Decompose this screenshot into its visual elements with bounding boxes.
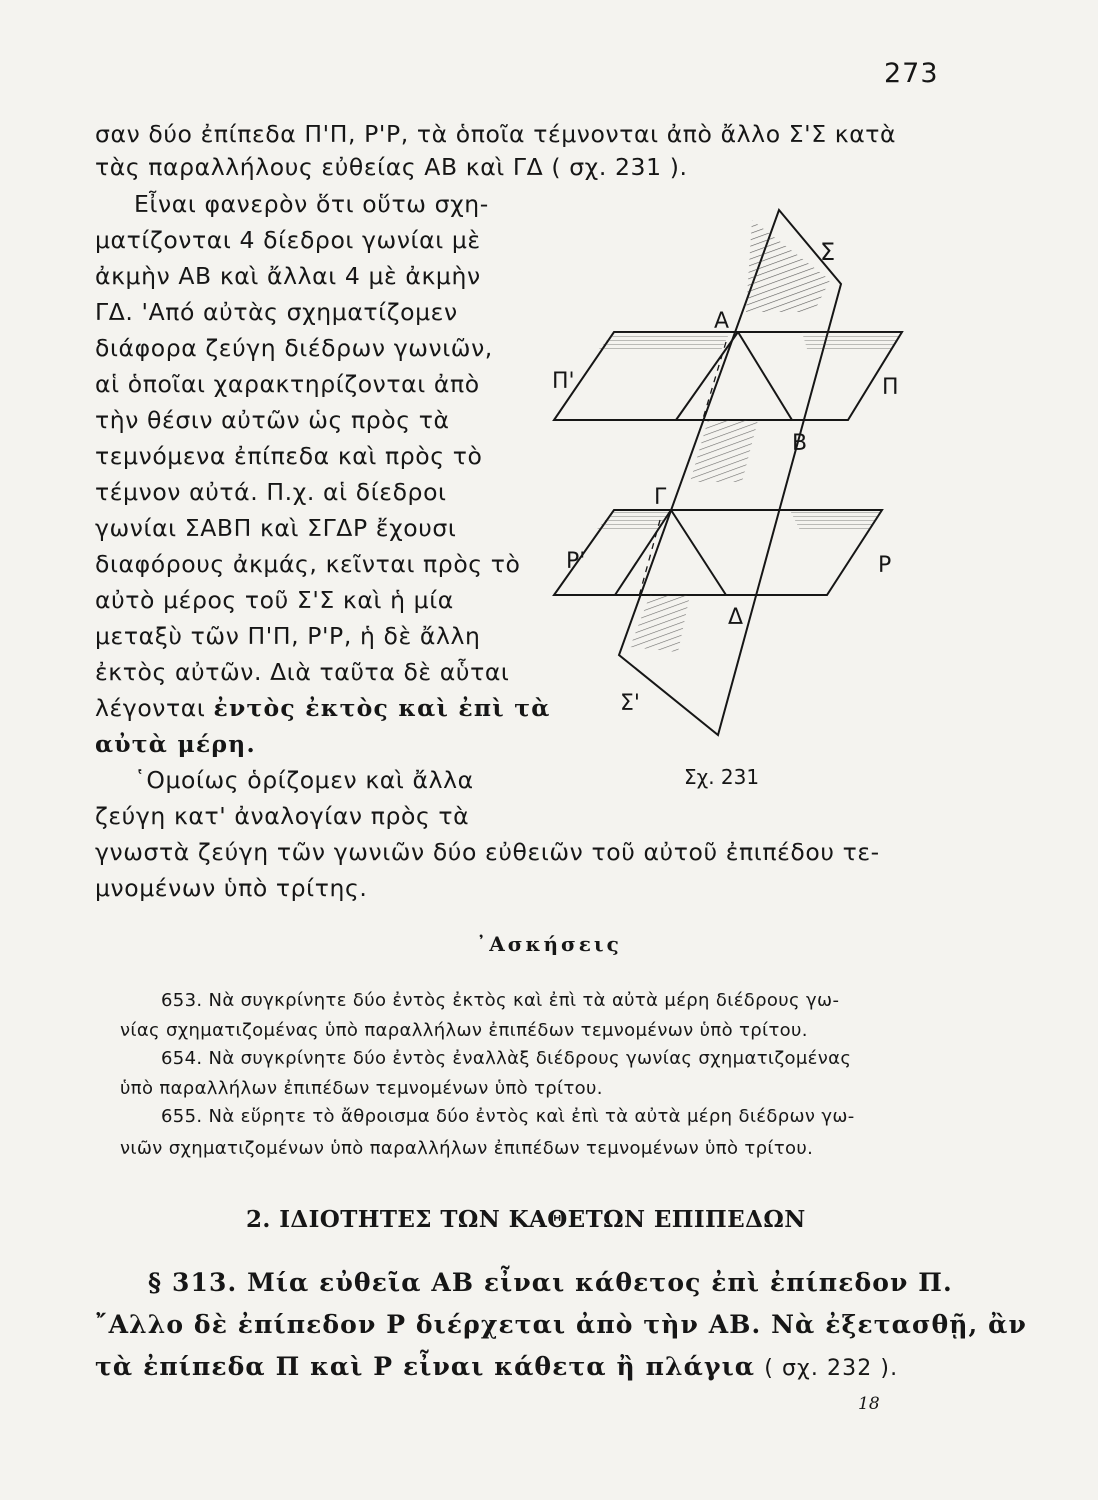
label-pi: Π (882, 375, 899, 400)
text-line: ἀκμὴν ΑΒ καὶ ἄλλαι 4 μὲ ἀκμὴν (95, 262, 481, 290)
figure-reference: ( σχ. 232 ). (764, 1356, 899, 1381)
text-line: Εἶναι φανερὸν ὅτι οὕτω σχη- (134, 190, 489, 218)
text-line: ματίζονται 4 δίεδροι γωνίαι μὲ (95, 226, 481, 254)
label-rho-prime: Ρ' (566, 549, 586, 574)
text-line: μεταξὺ τῶν Π'Π, Ρ'Ρ, ἡ δὲ ἄλλη (95, 622, 481, 650)
exercise-654-cont: ὑπὸ παραλλήλων ἐπιπέδων τεμνομένων ὑπὸ τρίτου. (120, 1078, 603, 1099)
paragraph-313-bold: τὰ ἐπίπεδα Π καὶ Ρ εἶναι κάθετα ἢ πλάγια (95, 1352, 756, 1381)
exercise-655: 655. Νὰ εὕρητε τὸ ἄθροισμα δύο ἐντὸς καὶ ἐπὶ τὰ αὐτὰ μέρη διέδρων γω- (161, 1106, 855, 1127)
label-a: Α (714, 309, 730, 334)
paragraph-313-line3 (95, 1352, 898, 1381)
text-line: σαν δύο ἐπίπεδα Π'Π, Ρ'Ρ, τὰ ὁποῖα τέμνονται ἀπὸ ἄλλο Σ'Σ κατὰ (95, 120, 897, 148)
text-line: γνωστὰ ζεύγη τῶν γωνιῶν δύο εὐθειῶν τοῦ αὐτοῦ ἐπιπέδου τε- (95, 838, 880, 866)
text-bold-line: αὐτὰ μέρη. (95, 730, 256, 758)
section-heading: 2. ΙΔΙΟΤΗΤΕΣ ΤΩΝ ΚΑΘΕΤΩΝ ΕΠΙΠΕΔΩΝ (246, 1206, 806, 1233)
text-line (95, 694, 551, 722)
paragraph-313-line2: ῎Αλλο δὲ ἐπίπεδον Ρ διέρχεται ἀπὸ τὴν ΑΒ. Νὰ ἐξετασθῇ, ἂν (95, 1310, 1027, 1339)
text-line: αὐτὸ μέρος τοῦ Σ'Σ καὶ ἡ μία (95, 586, 454, 614)
text-line: τεμνόμενα ἐπίπεδα καὶ πρὸς τὸ (95, 442, 483, 470)
page-number: 273 (884, 58, 939, 89)
label-sigma: Σ (820, 238, 836, 266)
text-line: ζεύγη κατ' ἀναλογίαν πρὸς τὰ (95, 802, 470, 830)
edge-ab (738, 332, 792, 420)
label-pi-prime: Π' (552, 369, 575, 394)
figure-231 (530, 192, 930, 802)
text-bold: ἐντὸς ἐκτὸς καὶ ἐπὶ τὰ (213, 694, 551, 722)
text-line: ῾Ομοίως ὁρίζομεν καὶ ἄλλα (134, 766, 474, 794)
edge-gd (671, 510, 726, 595)
text-line: ἐκτὸς αὐτῶν. Διὰ ταῦτα δὲ αὗται (95, 658, 510, 686)
text-line: τέμνον αὐτά. Π.χ. αἱ δίεδροι (95, 478, 447, 506)
text-line: τὴν θέσιν αὐτῶν ὡς πρὸς τὰ (95, 406, 450, 434)
paragraph-313-line1: § 313. Μία εὐθεῖα ΑΒ εἶναι κάθετος ἐπὶ ἐπίπεδον Π. (148, 1268, 953, 1297)
text-line: μνομένων ὑπὸ τρίτης. (95, 874, 368, 902)
exercise-653: 653. Νὰ συγκρίνητε δύο ἐντὸς ἐκτὸς καὶ ἐπὶ τὰ αὐτὰ μέρη διέδρους γω- (161, 990, 840, 1011)
figure-caption: Σχ. 231 (684, 765, 760, 789)
text-line: διαφόρους ἀκμάς, κεῖνται πρὸς τὸ (95, 550, 521, 578)
exercise-654: 654. Νὰ συγκρίνητε δύο ἐντὸς ἐναλλὰξ διέδρους γωνίας σχηματιζομένας (161, 1048, 852, 1069)
exercises-title: ᾿Ασκήσεις (476, 932, 622, 956)
signature-mark: 18 (858, 1394, 880, 1414)
label-sigma-prime: Σ' (620, 691, 640, 716)
text-line: ΓΔ. 'Από αὐτὰς σχηματίζομεν (95, 298, 458, 326)
exercise-655-cont: νιῶν σχηματιζομένων ὑπὸ παραλλήλων ἐπιπέδων τεμνομένων ὑπὸ τρίτου. (120, 1138, 814, 1159)
label-b: Β (792, 431, 808, 456)
text-line: γωνίαι ΣΑΒΠ καὶ ΣΓΔΡ ἔχουσι (95, 514, 457, 542)
label-rho: Ρ (878, 553, 892, 578)
exercise-653-cont: νίας σχηματιζομένας ὑπὸ παραλλήλων ἐπιπέδων τεμνομένων ὑπὸ τρίτου. (120, 1020, 808, 1041)
text-plain: λέγονται (95, 694, 206, 722)
text-line: αἱ ὁποῖαι χαρακτηρίζονται ἀπὸ (95, 370, 480, 398)
label-g: Γ (654, 485, 667, 510)
text-line: τὰς παραλλήλους εὐθείας ΑΒ καὶ ΓΔ ( σχ. 231 ). (95, 153, 688, 181)
label-d: Δ (728, 605, 744, 630)
text-line: διάφορα ζεύγη διέδρων γωνιῶν, (95, 334, 493, 362)
